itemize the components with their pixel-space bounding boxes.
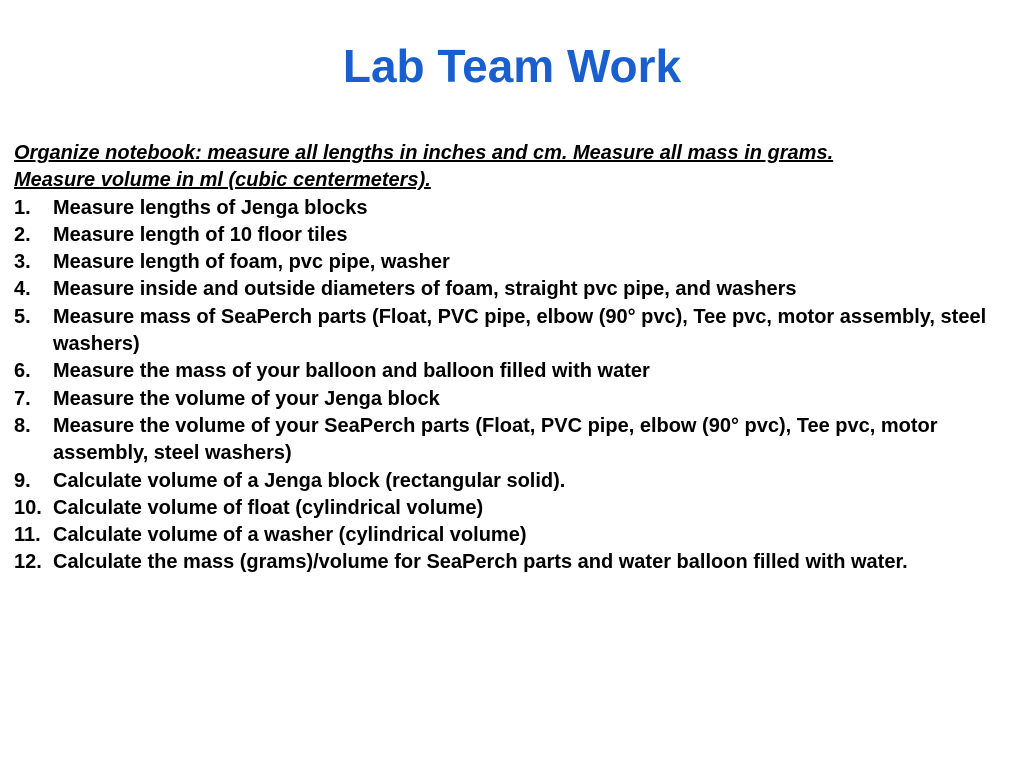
list-item xyxy=(14,222,1004,249)
list-item-number: 1. xyxy=(14,196,31,219)
list-item xyxy=(14,195,1004,222)
list-item xyxy=(14,413,1004,468)
list-item xyxy=(14,276,1004,303)
list-item xyxy=(14,304,1004,359)
list-item-number: 5. xyxy=(14,305,31,328)
list-item-text: Measure inside and outside diameters of foam, straight pvc pipe, and washers xyxy=(53,278,797,301)
list-item-text: Calculate volume of float (cylindrical volume) xyxy=(53,496,484,519)
list-item-number: 10. xyxy=(14,496,42,519)
list-item-text: Measure the mass of your balloon and balloon filled with water xyxy=(53,360,650,383)
list-item-number: 2. xyxy=(14,223,31,246)
list-item-number: 12. xyxy=(14,551,42,574)
list-item xyxy=(14,358,1004,385)
intro-line-1: Organize notebook: measure all lengths in inches and cm. Measure all mass in grams. xyxy=(14,142,834,164)
list-item-text: Measure length of 10 floor tiles xyxy=(53,223,348,246)
slide-title: Lab Team Work xyxy=(342,40,682,92)
list-item xyxy=(14,549,1004,576)
list-item-text: Measure length of foam, pvc pipe, washer xyxy=(53,251,450,274)
list-item-number: 7. xyxy=(14,387,31,410)
list-item xyxy=(14,249,1004,276)
list-item-number: 8. xyxy=(14,414,31,437)
list-item xyxy=(14,468,1004,495)
list-item-text: Measure the volume of your Jenga block xyxy=(53,387,440,410)
list-item xyxy=(14,495,1004,522)
list-item-number: 4. xyxy=(14,278,31,301)
list-item-number: 9. xyxy=(14,469,31,492)
intro-line-2: Measure volume in ml (cubic centermeters). xyxy=(14,169,431,192)
list-item-text: Calculate volume of a washer (cylindrical volume) xyxy=(53,524,527,547)
list-item xyxy=(14,386,1004,413)
list-item-number: 3. xyxy=(14,251,31,274)
slide-body xyxy=(14,140,1004,577)
list-item-number: 6. xyxy=(14,360,31,383)
list-item-text: Calculate the mass (grams)/volume for SeaPerch parts and water balloon filled with water. xyxy=(53,551,908,574)
task-list xyxy=(14,195,1004,577)
list-item-text: Measure the volume of your SeaPerch parts (Float, PVC pipe, elbow (90° pvc), Tee pvc, motor assembly, steel washers) xyxy=(53,414,938,465)
intro-heading xyxy=(14,140,1004,195)
list-item-text: Measure lengths of Jenga blocks xyxy=(53,196,368,219)
list-item-number: 11. xyxy=(14,524,41,547)
list-item-text: Measure mass of SeaPerch parts (Float, PVC pipe, elbow (90° pvc), Tee pvc, motor assembly, steel washers) xyxy=(53,305,987,356)
list-item-text: Calculate volume of a Jenga block (rectangular solid). xyxy=(53,469,566,492)
list-item xyxy=(14,522,1004,549)
